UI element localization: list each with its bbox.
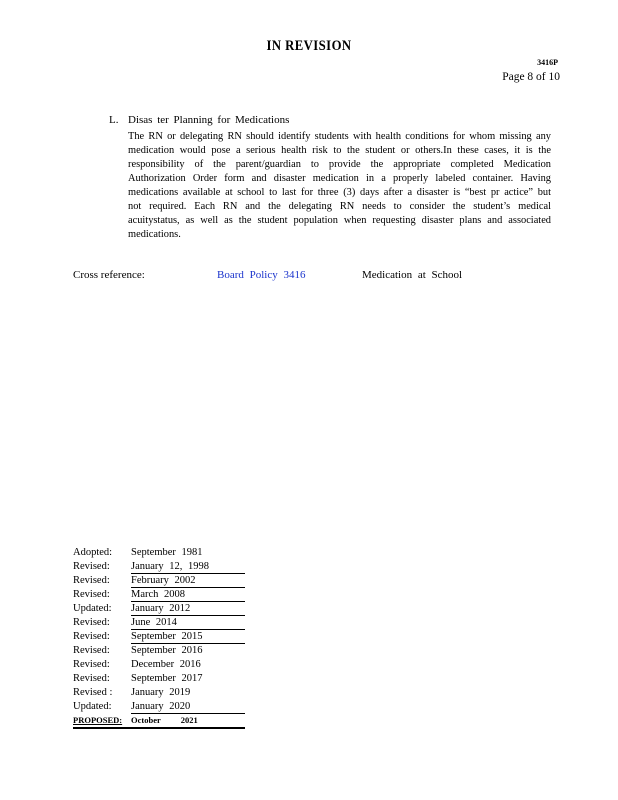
history-row xyxy=(73,588,245,602)
history-label: Updated: xyxy=(73,701,112,712)
history-label: Revised: xyxy=(73,617,110,628)
section-title: Disas ter Planning for Medications xyxy=(128,114,290,126)
history-date: March 2008 xyxy=(131,589,186,600)
page-number: Page 8 of 10 xyxy=(502,71,560,83)
history-row xyxy=(73,616,245,630)
history-row xyxy=(73,630,245,644)
history-row xyxy=(73,658,245,672)
history-date: September 2016 xyxy=(131,645,203,656)
history-row xyxy=(73,574,245,588)
history-row xyxy=(73,560,245,574)
history-row xyxy=(73,546,245,560)
history-date: September 2015 xyxy=(131,631,203,642)
history-date: December 2016 xyxy=(131,659,201,670)
section-letter: L. xyxy=(109,114,119,126)
history-label: PROPOSED: xyxy=(73,715,123,725)
history-row xyxy=(73,644,245,658)
history-label: Revised: xyxy=(73,561,110,572)
cross-reference-link[interactable]: Board Policy 3416 xyxy=(217,269,306,281)
history-row xyxy=(73,714,245,728)
history-label: Updated: xyxy=(73,603,112,614)
history-row xyxy=(73,672,245,686)
cross-reference-label: Cross reference: xyxy=(73,269,145,281)
history-row xyxy=(73,602,245,616)
history-date: September 2017 xyxy=(131,673,203,684)
history-date: October 2021 xyxy=(131,715,198,725)
history-date: January 12, 1998 xyxy=(131,561,210,572)
history-label: Revised: xyxy=(73,589,110,600)
history-date: September 1981 xyxy=(131,547,203,558)
history-row xyxy=(73,700,245,714)
history-date: February 2002 xyxy=(131,575,196,586)
cross-reference-title: Medication at School xyxy=(362,269,463,281)
section-body: The RN or delegating RN should identify students with health conditions for whom missing any medication would pose a serious health risk to the student or others.In these cases, it is the responsibility of the parent/guardian to provide the appropriate completed Medication Authorization Order form and disaster medication in a properly labeled container. Having medications available at school to last for three (3) days after a disaster is “best pr actice” but not required. Each RN and the delegating RN needs to consider the student’s medical acuitystatus, as well as the student population when requesting disaster plans and associated medications. xyxy=(128,131,551,240)
history-date: January 2020 xyxy=(131,701,191,712)
history-row xyxy=(73,686,245,700)
history-label: Revised : xyxy=(73,687,113,698)
revision-history xyxy=(73,546,245,728)
document-status-title: IN REVISION xyxy=(266,38,352,54)
history-label: Revised: xyxy=(73,673,110,684)
history-label: Revised: xyxy=(73,631,110,642)
history-date: June 2014 xyxy=(131,617,177,628)
history-label: Revised: xyxy=(73,645,110,656)
history-label: Revised: xyxy=(73,575,110,586)
history-label: Adopted: xyxy=(73,547,113,558)
policy-code: 3416P xyxy=(537,58,558,67)
history-label: Revised: xyxy=(73,659,110,670)
history-date: January 2019 xyxy=(131,687,191,698)
history-date: January 2012 xyxy=(131,603,191,614)
